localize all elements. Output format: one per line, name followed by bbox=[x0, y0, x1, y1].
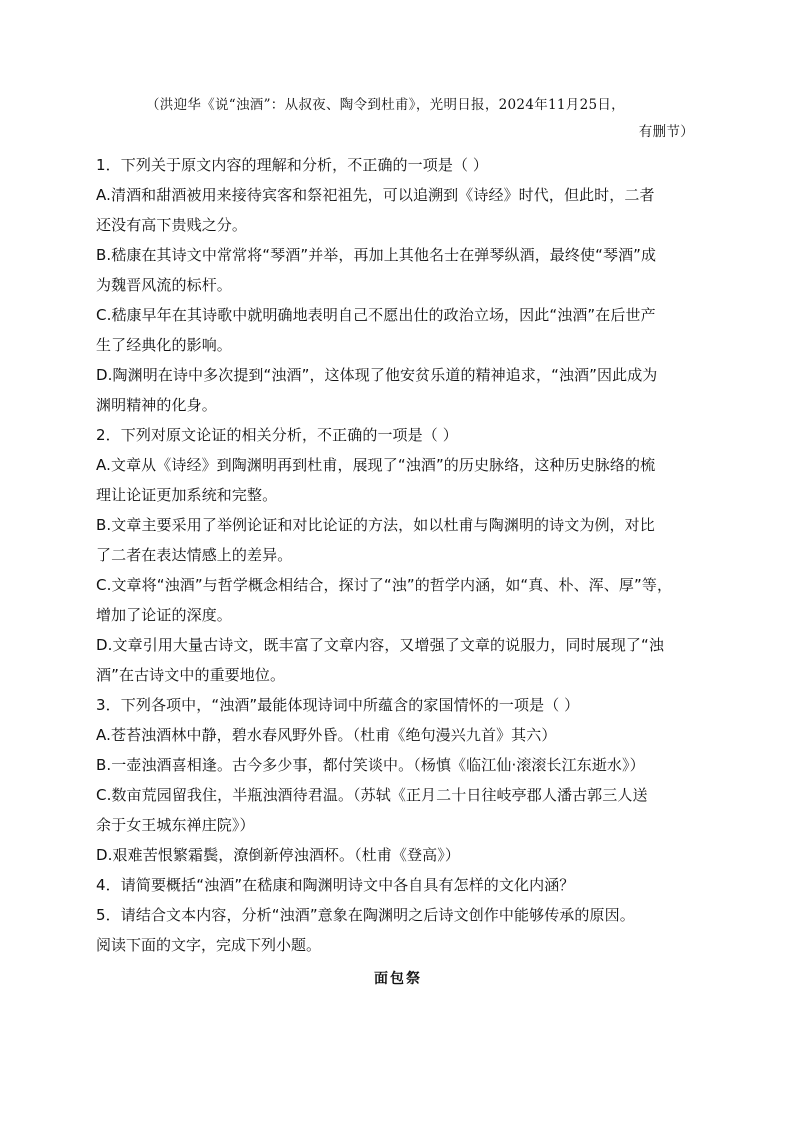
option-text-line: D.艰难苦恨繁霜鬓，潦倒新停浊酒杯。（杜甫《登高》） bbox=[96, 846, 460, 864]
answer-option bbox=[96, 180, 700, 240]
answer-option bbox=[96, 630, 700, 690]
option-text-line: 酒”在古诗文中的重要地位。 bbox=[96, 666, 286, 684]
answer-option bbox=[96, 570, 700, 630]
option-text-line: 理让论证更加系统和完整。 bbox=[96, 486, 278, 504]
question-stem: 3．下列各项中，“浊酒”最能体现诗词中所蕴含的家国情怀的一项是（ ） bbox=[96, 696, 580, 714]
answer-option bbox=[96, 510, 700, 570]
option-text-line: B.一壶浊酒喜相逢。古今多少事，都付笑谈中。（杨慎《临江仙·滚滚长江东逝水》） bbox=[96, 756, 645, 774]
question-4 bbox=[96, 870, 700, 900]
source-line-1: （洪迎华《说“浊酒”：从叔夜、陶令到杜甫》，光明日报，2024年11月25日， bbox=[146, 97, 625, 113]
option-text-line: 还没有高下贵贱之分。 bbox=[96, 216, 248, 234]
question-2 bbox=[96, 420, 700, 690]
answer-option bbox=[96, 450, 700, 510]
answer-option bbox=[96, 840, 700, 870]
question-list bbox=[96, 150, 700, 930]
answer-option bbox=[96, 360, 700, 420]
option-text-line: 增加了论证的深度。 bbox=[96, 606, 232, 624]
option-text-line: D.文章引用大量古诗文，既丰富了文章内容，又增强了文章的说服力，同时展现了“浊 bbox=[96, 636, 664, 654]
option-text-line: 了二者在表达情感上的差异。 bbox=[96, 546, 293, 564]
option-text-line: C.数亩荒园留我住，半瓶浊酒待君温。（苏轼《正月二十日往岐亭郡人潘古郭三人送 bbox=[96, 786, 648, 804]
option-text-line: A.苍苔浊酒林中静，碧水春风野外昏。（杜甫《绝句漫兴九首》其六） bbox=[96, 726, 557, 744]
option-text-line: 余于女王城东禅庄院》） bbox=[96, 816, 255, 834]
question-5 bbox=[96, 900, 700, 930]
option-text-line: C.文章将“浊酒”与哲学概念相结合，探讨了“浊”的哲学内涵，如“真、朴、浑、厚”等， bbox=[96, 576, 673, 594]
question-stem: 5．请结合文本内容，分析“浊酒”意象在陶渊明之后诗文创作中能够传承的原因。 bbox=[96, 906, 635, 924]
document-page bbox=[96, 92, 700, 994]
answer-option bbox=[96, 300, 700, 360]
option-text-line: A.清酒和甜酒被用来接待宾客和祭祀祖先，可以追溯到《诗经》时代，但此时，二者 bbox=[96, 186, 655, 204]
question-stem: 4．请简要概括“浊酒”在嵇康和陶渊明诗文中各自具有怎样的文化内涵？ bbox=[96, 876, 575, 894]
source-line-2: 有删节） bbox=[638, 124, 694, 140]
question-stem: 1．下列关于原文内容的理解和分析，不正确的一项是（ ） bbox=[96, 156, 489, 174]
source-citation bbox=[96, 92, 700, 146]
answer-option bbox=[96, 240, 700, 300]
reading-instruction: 阅读下面的文字，完成下列小题。 bbox=[96, 936, 322, 954]
option-text-line: C.嵇康早年在其诗歌中就明确地表明自己不愿出仕的政治立场，因此“浊酒”在后世产 bbox=[96, 306, 656, 324]
option-text-line: 生了经典化的影响。 bbox=[96, 336, 232, 354]
option-text-line: B.文章主要采用了举例论证和对比论证的方法，如以杜甫与陶渊明的诗文为例，对比 bbox=[96, 516, 655, 534]
question-1 bbox=[96, 150, 700, 420]
option-text-line: 渊明精神的化身。 bbox=[96, 396, 217, 414]
next-passage-title: 面包祭 bbox=[374, 971, 422, 987]
option-text-line: A.文章从《诗经》到陶渊明再到杜甫，展现了“浊酒”的历史脉络，这种历史脉络的梳 bbox=[96, 456, 656, 474]
question-3 bbox=[96, 690, 700, 870]
answer-option bbox=[96, 720, 700, 750]
question-stem: 2．下列对原文论证的相关分析，不正确的一项是（ ） bbox=[96, 426, 458, 444]
option-text-line: D.陶渊明在诗中多次提到“浊酒”，这体现了他安贫乐道的精神追求，“浊酒”因此成为 bbox=[96, 366, 658, 384]
answer-option bbox=[96, 780, 700, 840]
answer-option bbox=[96, 750, 700, 780]
option-text-line: 为魏晋风流的标杆。 bbox=[96, 276, 232, 294]
option-text-line: B.嵇康在其诗文中常常将“琴酒”并举，再加上其他名士在弹琴纵酒，最终使“琴酒”成 bbox=[96, 246, 657, 264]
